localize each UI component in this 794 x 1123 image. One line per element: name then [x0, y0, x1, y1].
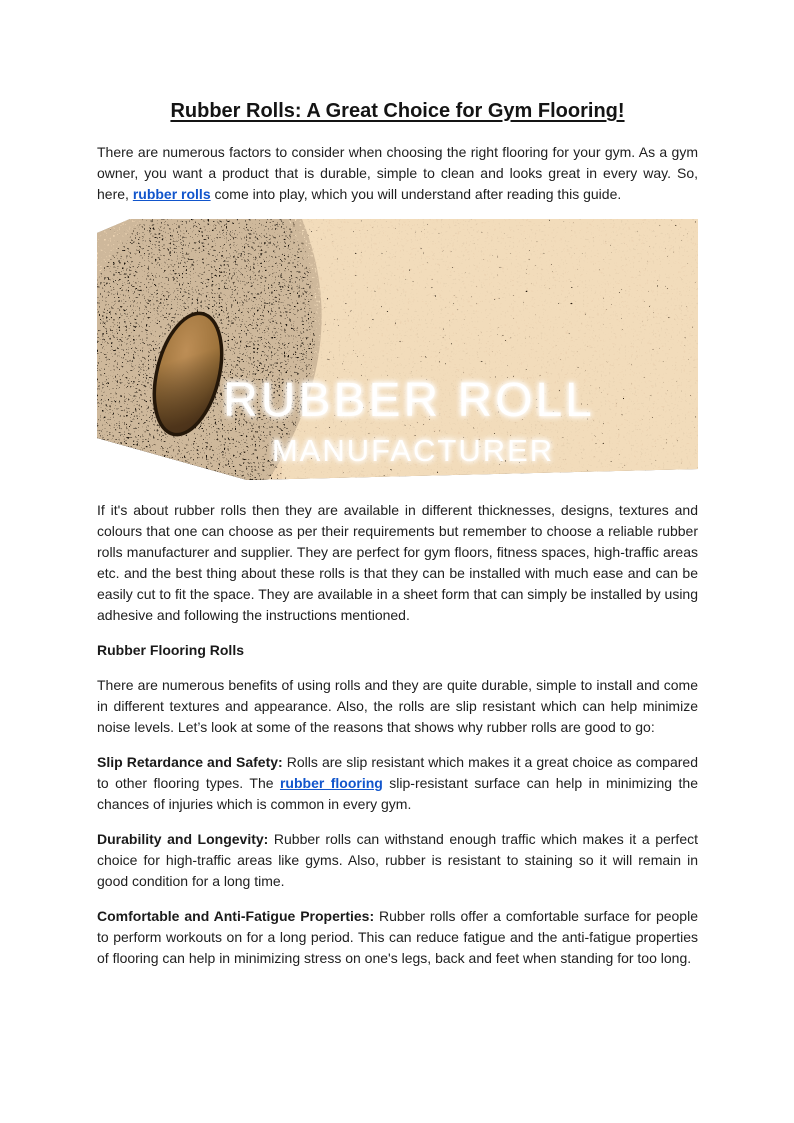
- photo-overlay-title: RUBBER ROLL: [223, 374, 595, 427]
- rubber-flooring-link[interactable]: rubber flooring: [279, 775, 383, 791]
- slip-text-after-link: slip-resistant surface can help in minimizing the chances of injuries which is common in every gym.: [97, 775, 698, 812]
- slip-text-before-link: Rolls are slip resistant which makes it a great choice as compared to other flooring types. The: [97, 754, 698, 791]
- intro-text-before-link: There are numerous factors to consider when choosing the right flooring for your gym. As a gym owner, you want a product that is durable, simple to clean and looks great in every way. So, here,: [97, 144, 698, 202]
- paragraph-benefits: There are numerous benefits of using rolls and they are quite durable, simple to install and come in different textures and appearance. Also, the rolls are slip resistant which can help minimize noise levels. Let’s look at some of the reasons that shows why rubber rolls are good to go:: [97, 677, 698, 735]
- paragraph-about-rolls: If it's about rubber rolls then they are available in different thicknesses, designs, textures and colours that one can choose as per their requirements but remember to choose a reliable rubber rolls manufacturer and supplier. They are perfect for gym floors, fitness spaces, high-traffic areas etc. and the best thing about these rolls is that they can be installed with much ease and can be easily cut to fit the space. They are available in a sheet form that can simply be installed by using adhesive and following the instructions mentioned.: [97, 502, 698, 623]
- heading-rubber-flooring-rolls: Rubber Flooring Rolls: [97, 642, 244, 658]
- durability-lead: Durability and Longevity:: [97, 831, 269, 847]
- durability-text: Rubber rolls can withstand enough traffic which makes it a perfect choice for high-traffic areas like gyms. Also, rubber is resistant to staining so it will remain in good condition for a long time.: [97, 831, 698, 889]
- slip-retardance-lead: Slip Retardance and Safety:: [97, 754, 283, 770]
- page-title: Rubber Rolls: A Great Choice for Gym Flooring!: [170, 100, 625, 122]
- comfort-lead: Comfortable and Anti-Fatigue Properties:: [97, 908, 375, 924]
- intro-text-after-link: come into play, which you will understand after reading this guide.: [210, 186, 622, 202]
- paragraph-slip-retardance: [97, 752, 698, 815]
- rubber-roll-photo: [97, 219, 698, 485]
- paragraph-durability: [97, 829, 698, 892]
- comfort-text: Rubber rolls offer a comfortable surface for people to perform workouts on for a long period. This can reduce fatigue and the anti-fatigue properties of flooring can help in minimizing stress on one's legs, back and feet when standing for too long.: [97, 908, 698, 966]
- paragraph-intro: [97, 142, 698, 205]
- paragraph-comfort: [97, 906, 698, 969]
- photo-overlay-subtitle: MANUFACTURER: [271, 433, 555, 468]
- rubber-rolls-link[interactable]: rubber rolls: [132, 186, 211, 202]
